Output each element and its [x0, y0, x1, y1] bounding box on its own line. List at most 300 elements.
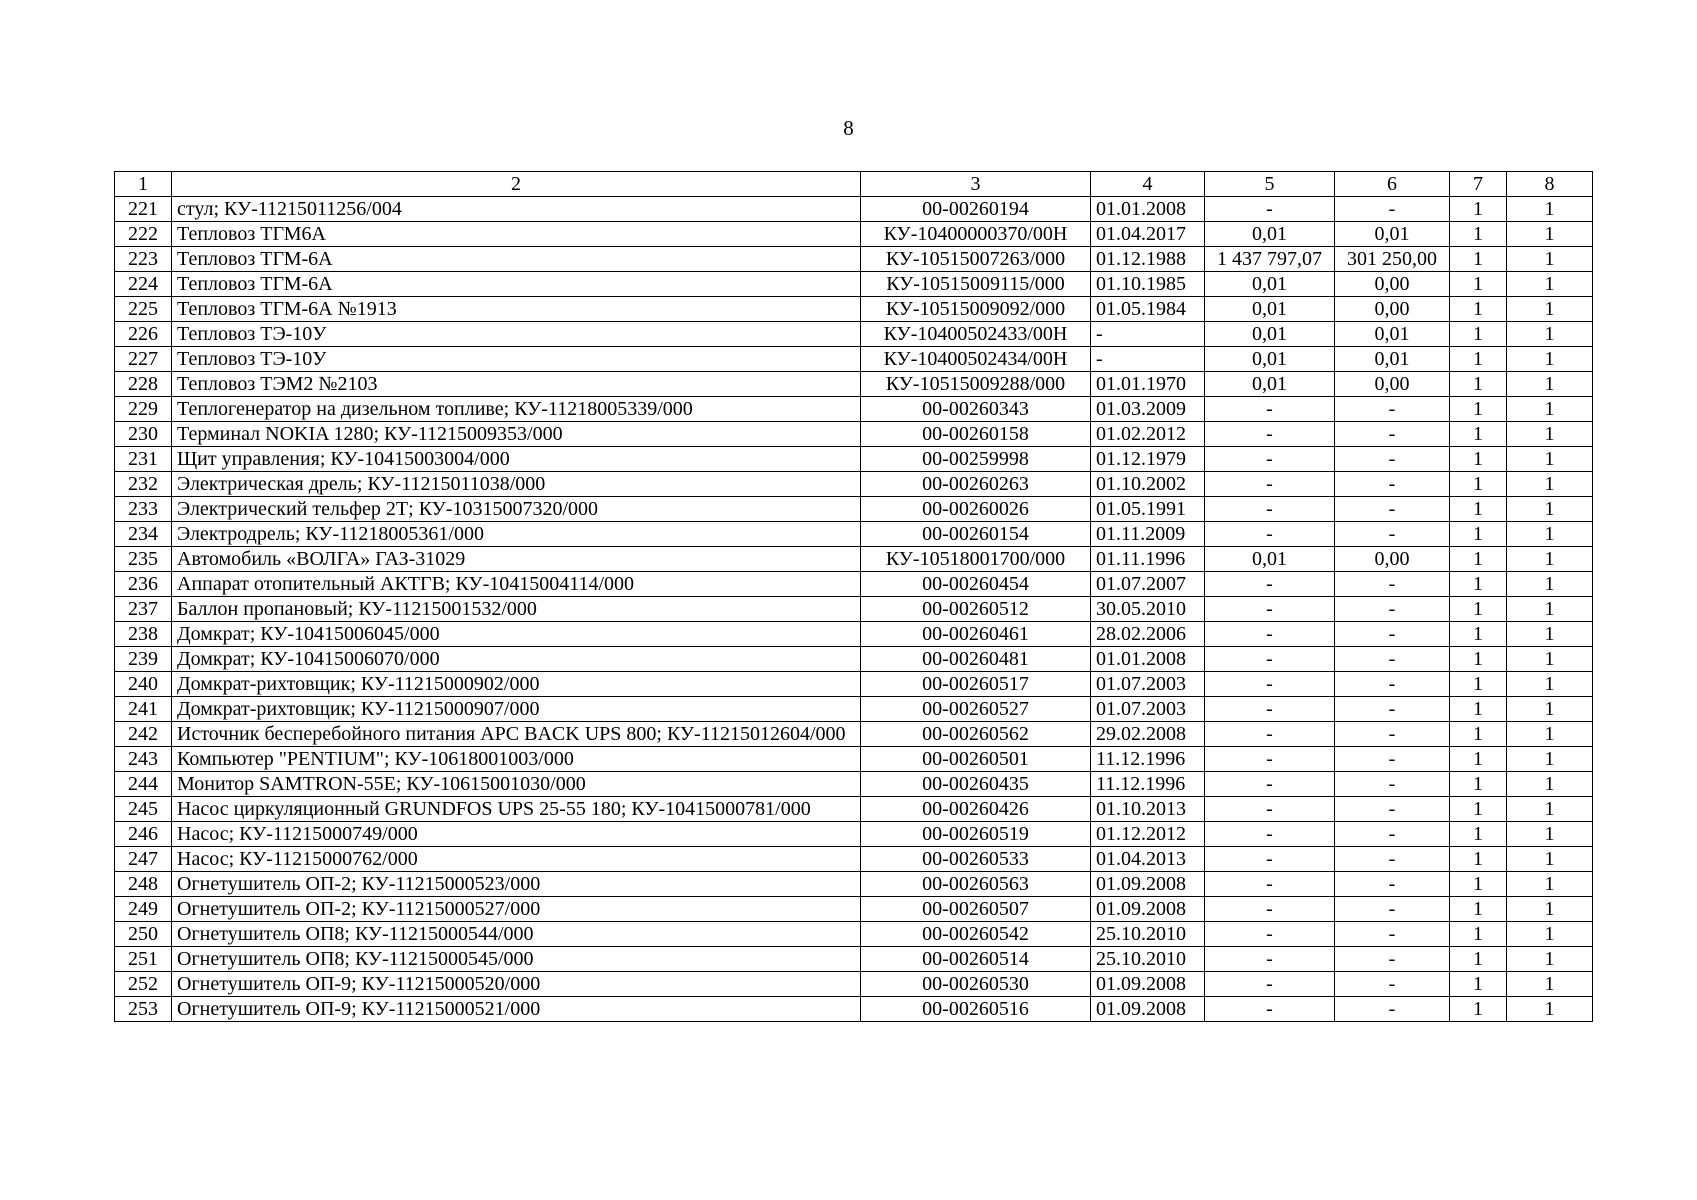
quantity-a-cell: 1 [1450, 472, 1507, 497]
table-row [115, 572, 1593, 597]
item-name-cell: Тепловоз ТЭМ2 №2103 [172, 372, 861, 397]
register-body [115, 197, 1593, 1022]
date-cell: 01.09.2008 [1091, 897, 1205, 922]
inventory-number-cell: 00-00260481 [861, 647, 1091, 672]
inventory-number-cell: 00-00260501 [861, 747, 1091, 772]
inventory-number-cell: КУ-10400000370/00Н [861, 222, 1091, 247]
residual-value-cell: - [1335, 997, 1450, 1022]
date-cell: - [1091, 322, 1205, 347]
inventory-number-cell: 00-00260194 [861, 197, 1091, 222]
residual-value-cell: - [1335, 872, 1450, 897]
quantity-a-cell: 1 [1450, 647, 1507, 672]
residual-value-cell: - [1335, 472, 1450, 497]
inventory-number-cell: 00-00260343 [861, 397, 1091, 422]
row-number-cell: 241 [115, 697, 172, 722]
date-cell: 01.05.1991 [1091, 497, 1205, 522]
date-cell: 11.12.1996 [1091, 772, 1205, 797]
residual-value-cell: 0,01 [1335, 222, 1450, 247]
quantity-b-cell: 1 [1507, 447, 1593, 472]
initial-cost-cell: 0,01 [1205, 347, 1335, 372]
residual-value-cell: - [1335, 822, 1450, 847]
initial-cost-cell: - [1205, 947, 1335, 972]
table-row [115, 647, 1593, 672]
residual-value-cell: 0,00 [1335, 547, 1450, 572]
quantity-a-cell: 1 [1450, 922, 1507, 947]
table-row [115, 747, 1593, 772]
quantity-b-cell: 1 [1507, 647, 1593, 672]
residual-value-cell: - [1335, 922, 1450, 947]
table-row [115, 522, 1593, 547]
row-number-cell: 239 [115, 647, 172, 672]
row-number-cell: 246 [115, 822, 172, 847]
column-number-cell: 7 [1450, 172, 1507, 197]
initial-cost-cell: - [1205, 772, 1335, 797]
item-name-cell: Теплогенератор на дизельном топливе; КУ-11218005339/000 [172, 397, 861, 422]
quantity-b-cell: 1 [1507, 247, 1593, 272]
item-name-cell: Домкрат; КУ-10415006070/000 [172, 647, 861, 672]
date-cell: 01.12.1979 [1091, 447, 1205, 472]
residual-value-cell: - [1335, 572, 1450, 597]
inventory-number-cell: КУ-10515009115/000 [861, 272, 1091, 297]
residual-value-cell: 0,00 [1335, 297, 1450, 322]
residual-value-cell: 0,00 [1335, 372, 1450, 397]
item-name-cell: Электродрель; КУ-11218005361/000 [172, 522, 861, 547]
quantity-a-cell: 1 [1450, 447, 1507, 472]
initial-cost-cell: - [1205, 647, 1335, 672]
row-number-cell: 253 [115, 997, 172, 1022]
item-name-cell: Монитор SAMTRON-55E; КУ-10615001030/000 [172, 772, 861, 797]
quantity-a-cell: 1 [1450, 847, 1507, 872]
quantity-a-cell: 1 [1450, 597, 1507, 622]
residual-value-cell: - [1335, 647, 1450, 672]
item-name-cell: Тепловоз ТГМ6А [172, 222, 861, 247]
date-cell: 01.10.1985 [1091, 272, 1205, 297]
table-row [115, 272, 1593, 297]
table-row [115, 472, 1593, 497]
residual-value-cell: - [1335, 972, 1450, 997]
table-row [115, 597, 1593, 622]
quantity-b-cell: 1 [1507, 547, 1593, 572]
table-row [115, 397, 1593, 422]
row-number-cell: 235 [115, 547, 172, 572]
table-row [115, 772, 1593, 797]
column-number-cell: 8 [1507, 172, 1593, 197]
table-row [115, 372, 1593, 397]
initial-cost-cell: - [1205, 922, 1335, 947]
quantity-b-cell: 1 [1507, 272, 1593, 297]
initial-cost-cell: 0,01 [1205, 547, 1335, 572]
residual-value-cell: - [1335, 522, 1450, 547]
initial-cost-cell: - [1205, 972, 1335, 997]
inventory-number-cell: 00-00260517 [861, 672, 1091, 697]
residual-value-cell: - [1335, 397, 1450, 422]
row-number-cell: 233 [115, 497, 172, 522]
quantity-a-cell: 1 [1450, 572, 1507, 597]
item-name-cell: Компьютер "PENTIUM"; КУ-10618001003/000 [172, 747, 861, 772]
table-row [115, 897, 1593, 922]
quantity-a-cell: 1 [1450, 322, 1507, 347]
residual-value-cell: - [1335, 497, 1450, 522]
row-number-cell: 247 [115, 847, 172, 872]
item-name-cell: стул; КУ-11215011256/004 [172, 197, 861, 222]
initial-cost-cell: - [1205, 197, 1335, 222]
initial-cost-cell: - [1205, 497, 1335, 522]
quantity-b-cell: 1 [1507, 722, 1593, 747]
table-row [115, 997, 1593, 1022]
initial-cost-cell: - [1205, 897, 1335, 922]
row-number-cell: 222 [115, 222, 172, 247]
quantity-b-cell: 1 [1507, 297, 1593, 322]
row-number-cell: 243 [115, 747, 172, 772]
table-row [115, 922, 1593, 947]
table-row [115, 697, 1593, 722]
item-name-cell: Электрический тельфер 2Т; КУ-10315007320/000 [172, 497, 861, 522]
quantity-a-cell: 1 [1450, 547, 1507, 572]
initial-cost-cell: - [1205, 597, 1335, 622]
date-cell: 01.01.1970 [1091, 372, 1205, 397]
item-name-cell: Терминал NOKIA 1280; КУ-11215009353/000 [172, 422, 861, 447]
item-name-cell: Тепловоз ТЭ-10У [172, 322, 861, 347]
residual-value-cell: - [1335, 747, 1450, 772]
inventory-number-cell: 00-00260562 [861, 722, 1091, 747]
date-cell: 29.02.2008 [1091, 722, 1205, 747]
quantity-a-cell: 1 [1450, 697, 1507, 722]
residual-value-cell: - [1335, 897, 1450, 922]
date-cell: 01.12.1988 [1091, 247, 1205, 272]
date-cell: 25.10.2010 [1091, 947, 1205, 972]
row-number-cell: 244 [115, 772, 172, 797]
initial-cost-cell: - [1205, 447, 1335, 472]
date-cell: 01.01.2008 [1091, 197, 1205, 222]
residual-value-cell: - [1335, 847, 1450, 872]
quantity-b-cell: 1 [1507, 422, 1593, 447]
inventory-number-cell: 00-00260158 [861, 422, 1091, 447]
date-cell: 01.04.2013 [1091, 847, 1205, 872]
item-name-cell: Баллон пропановый; КУ-11215001532/000 [172, 597, 861, 622]
table-row [115, 797, 1593, 822]
inventory-number-cell: КУ-10400502434/00Н [861, 347, 1091, 372]
inventory-number-cell: 00-00260533 [861, 847, 1091, 872]
table-row [115, 297, 1593, 322]
table-row [115, 622, 1593, 647]
inventory-number-cell: 00-00259998 [861, 447, 1091, 472]
residual-value-cell: - [1335, 797, 1450, 822]
row-number-cell: 248 [115, 872, 172, 897]
quantity-a-cell: 1 [1450, 897, 1507, 922]
initial-cost-cell: - [1205, 997, 1335, 1022]
quantity-a-cell: 1 [1450, 672, 1507, 697]
date-cell: 01.07.2003 [1091, 697, 1205, 722]
item-name-cell: Огнетушитель ОП-9; КУ-11215000521/000 [172, 997, 861, 1022]
column-number-cell: 2 [172, 172, 861, 197]
row-number-cell: 232 [115, 472, 172, 497]
residual-value-cell: - [1335, 422, 1450, 447]
quantity-b-cell: 1 [1507, 897, 1593, 922]
residual-value-cell: - [1335, 197, 1450, 222]
item-name-cell: Тепловоз ТГМ-6А №1913 [172, 297, 861, 322]
quantity-a-cell: 1 [1450, 522, 1507, 547]
item-name-cell: Домкрат-рихтовщик; КУ-11215000907/000 [172, 697, 861, 722]
date-cell: 01.12.2012 [1091, 822, 1205, 847]
row-number-cell: 228 [115, 372, 172, 397]
residual-value-cell: - [1335, 447, 1450, 472]
quantity-b-cell: 1 [1507, 947, 1593, 972]
inventory-number-cell: 00-00260530 [861, 972, 1091, 997]
initial-cost-cell: 0,01 [1205, 372, 1335, 397]
quantity-a-cell: 1 [1450, 372, 1507, 397]
residual-value-cell: 0,01 [1335, 322, 1450, 347]
quantity-a-cell: 1 [1450, 747, 1507, 772]
row-number-cell: 224 [115, 272, 172, 297]
initial-cost-cell: - [1205, 472, 1335, 497]
quantity-a-cell: 1 [1450, 822, 1507, 847]
quantity-a-cell: 1 [1450, 947, 1507, 972]
initial-cost-cell: - [1205, 622, 1335, 647]
date-cell: 30.05.2010 [1091, 597, 1205, 622]
residual-value-cell: - [1335, 722, 1450, 747]
inventory-number-cell: 00-00260527 [861, 697, 1091, 722]
inventory-number-cell: КУ-10518001700/000 [861, 547, 1091, 572]
inventory-number-cell: 00-00260542 [861, 922, 1091, 947]
date-cell: 01.05.1984 [1091, 297, 1205, 322]
table-row [115, 847, 1593, 872]
column-number-cell: 6 [1335, 172, 1450, 197]
quantity-b-cell: 1 [1507, 372, 1593, 397]
date-cell: 01.09.2008 [1091, 872, 1205, 897]
inventory-number-cell: КУ-10515009092/000 [861, 297, 1091, 322]
residual-value-cell: 0,00 [1335, 272, 1450, 297]
row-number-cell: 245 [115, 797, 172, 822]
initial-cost-cell: - [1205, 397, 1335, 422]
initial-cost-cell: - [1205, 847, 1335, 872]
table-row [115, 822, 1593, 847]
residual-value-cell: 301 250,00 [1335, 247, 1450, 272]
inventory-number-cell: 00-00260426 [861, 797, 1091, 822]
item-name-cell: Огнетушитель ОП-9; КУ-11215000520/000 [172, 972, 861, 997]
row-number-cell: 250 [115, 922, 172, 947]
date-cell: 28.02.2006 [1091, 622, 1205, 647]
inventory-number-cell: 00-00260519 [861, 822, 1091, 847]
date-cell: 01.10.2013 [1091, 797, 1205, 822]
asset-register-table [114, 171, 1593, 1022]
inventory-number-cell: 00-00260435 [861, 772, 1091, 797]
date-cell: - [1091, 347, 1205, 372]
date-cell: 01.10.2002 [1091, 472, 1205, 497]
table-row [115, 222, 1593, 247]
quantity-a-cell: 1 [1450, 997, 1507, 1022]
initial-cost-cell: - [1205, 822, 1335, 847]
item-name-cell: Насос; КУ-11215000749/000 [172, 822, 861, 847]
residual-value-cell: - [1335, 947, 1450, 972]
date-cell: 11.12.1996 [1091, 747, 1205, 772]
table-row [115, 672, 1593, 697]
row-number-cell: 234 [115, 522, 172, 547]
item-name-cell: Огнетушитель ОП8; КУ-11215000544/000 [172, 922, 861, 947]
quantity-b-cell: 1 [1507, 922, 1593, 947]
quantity-b-cell: 1 [1507, 697, 1593, 722]
inventory-number-cell: 00-00260454 [861, 572, 1091, 597]
initial-cost-cell: 0,01 [1205, 222, 1335, 247]
quantity-b-cell: 1 [1507, 347, 1593, 372]
table-row [115, 322, 1593, 347]
residual-value-cell: - [1335, 772, 1450, 797]
item-name-cell: Автомобиль «ВОЛГА» ГАЗ-31029 [172, 547, 861, 572]
row-number-cell: 236 [115, 572, 172, 597]
table-row [115, 872, 1593, 897]
table-row [115, 497, 1593, 522]
date-cell: 01.09.2008 [1091, 997, 1205, 1022]
item-name-cell: Щит управления; КУ-10415003004/000 [172, 447, 861, 472]
initial-cost-cell: 0,01 [1205, 322, 1335, 347]
table-row [115, 947, 1593, 972]
quantity-a-cell: 1 [1450, 872, 1507, 897]
quantity-a-cell: 1 [1450, 497, 1507, 522]
date-cell: 01.03.2009 [1091, 397, 1205, 422]
row-number-cell: 227 [115, 347, 172, 372]
quantity-b-cell: 1 [1507, 872, 1593, 897]
quantity-b-cell: 1 [1507, 472, 1593, 497]
quantity-b-cell: 1 [1507, 597, 1593, 622]
table-row [115, 972, 1593, 997]
quantity-a-cell: 1 [1450, 247, 1507, 272]
initial-cost-cell: 0,01 [1205, 272, 1335, 297]
initial-cost-cell: - [1205, 872, 1335, 897]
residual-value-cell: - [1335, 597, 1450, 622]
quantity-b-cell: 1 [1507, 797, 1593, 822]
initial-cost-cell: - [1205, 697, 1335, 722]
residual-value-cell: - [1335, 622, 1450, 647]
quantity-a-cell: 1 [1450, 272, 1507, 297]
inventory-number-cell: 00-00260154 [861, 522, 1091, 547]
quantity-b-cell: 1 [1507, 497, 1593, 522]
row-number-cell: 249 [115, 897, 172, 922]
row-number-cell: 237 [115, 597, 172, 622]
item-name-cell: Тепловоз ТГМ-6А [172, 247, 861, 272]
row-number-cell: 226 [115, 322, 172, 347]
row-number-cell: 223 [115, 247, 172, 272]
item-name-cell: Домкрат; КУ-10415006045/000 [172, 622, 861, 647]
quantity-b-cell: 1 [1507, 972, 1593, 997]
initial-cost-cell: 0,01 [1205, 297, 1335, 322]
quantity-b-cell: 1 [1507, 847, 1593, 872]
quantity-a-cell: 1 [1450, 422, 1507, 447]
item-name-cell: Насос; КУ-11215000762/000 [172, 847, 861, 872]
row-number-cell: 242 [115, 722, 172, 747]
initial-cost-cell: 1 437 797,07 [1205, 247, 1335, 272]
quantity-b-cell: 1 [1507, 772, 1593, 797]
quantity-a-cell: 1 [1450, 222, 1507, 247]
table-row [115, 547, 1593, 572]
inventory-number-cell: 00-00260512 [861, 597, 1091, 622]
table-row [115, 197, 1593, 222]
quantity-b-cell: 1 [1507, 572, 1593, 597]
table-row [115, 247, 1593, 272]
column-number-cell: 4 [1091, 172, 1205, 197]
quantity-b-cell: 1 [1507, 397, 1593, 422]
date-cell: 01.02.2012 [1091, 422, 1205, 447]
quantity-a-cell: 1 [1450, 397, 1507, 422]
date-cell: 01.04.2017 [1091, 222, 1205, 247]
row-number-cell: 251 [115, 947, 172, 972]
initial-cost-cell: - [1205, 572, 1335, 597]
item-name-cell: Тепловоз ТЭ-10У [172, 347, 861, 372]
item-name-cell: Электрическая дрель; КУ-11215011038/000 [172, 472, 861, 497]
date-cell: 01.01.2008 [1091, 647, 1205, 672]
quantity-a-cell: 1 [1450, 197, 1507, 222]
item-name-cell: Тепловоз ТГМ-6А [172, 272, 861, 297]
table-row [115, 422, 1593, 447]
column-number-cell: 3 [861, 172, 1091, 197]
quantity-b-cell: 1 [1507, 197, 1593, 222]
date-cell: 25.10.2010 [1091, 922, 1205, 947]
date-cell: 01.07.2007 [1091, 572, 1205, 597]
row-number-cell: 229 [115, 397, 172, 422]
date-cell: 01.09.2008 [1091, 972, 1205, 997]
column-number-cell: 5 [1205, 172, 1335, 197]
quantity-b-cell: 1 [1507, 672, 1593, 697]
row-number-cell: 240 [115, 672, 172, 697]
quantity-a-cell: 1 [1450, 297, 1507, 322]
quantity-a-cell: 1 [1450, 622, 1507, 647]
table-row [115, 347, 1593, 372]
row-number-cell: 225 [115, 297, 172, 322]
row-number-cell: 231 [115, 447, 172, 472]
row-number-cell: 230 [115, 422, 172, 447]
date-cell: 01.07.2003 [1091, 672, 1205, 697]
quantity-b-cell: 1 [1507, 522, 1593, 547]
inventory-number-cell: 00-00260026 [861, 497, 1091, 522]
inventory-number-cell: 00-00260461 [861, 622, 1091, 647]
date-cell: 01.11.2009 [1091, 522, 1205, 547]
table-row [115, 722, 1593, 747]
inventory-number-cell: 00-00260516 [861, 997, 1091, 1022]
item-name-cell: Источник бесперебойного питания APC BACK UPS 800; КУ-11215012604/000 [172, 722, 861, 747]
quantity-b-cell: 1 [1507, 622, 1593, 647]
inventory-number-cell: 00-00260507 [861, 897, 1091, 922]
row-number-cell: 238 [115, 622, 172, 647]
initial-cost-cell: - [1205, 747, 1335, 772]
date-cell: 01.11.1996 [1091, 547, 1205, 572]
residual-value-cell: - [1335, 697, 1450, 722]
quantity-b-cell: 1 [1507, 997, 1593, 1022]
residual-value-cell: - [1335, 672, 1450, 697]
quantity-a-cell: 1 [1450, 347, 1507, 372]
quantity-a-cell: 1 [1450, 797, 1507, 822]
row-number-cell: 252 [115, 972, 172, 997]
quantity-b-cell: 1 [1507, 747, 1593, 772]
inventory-number-cell: 00-00260563 [861, 872, 1091, 897]
residual-value-cell: 0,01 [1335, 347, 1450, 372]
initial-cost-cell: - [1205, 422, 1335, 447]
item-name-cell: Огнетушитель ОП-2; КУ-11215000523/000 [172, 872, 861, 897]
quantity-b-cell: 1 [1507, 822, 1593, 847]
inventory-number-cell: 00-00260514 [861, 947, 1091, 972]
item-name-cell: Домкрат-рихтовщик; КУ-11215000902/000 [172, 672, 861, 697]
row-number-cell: 221 [115, 197, 172, 222]
page-number: 8 [843, 116, 854, 140]
inventory-number-cell: КУ-10515007263/000 [861, 247, 1091, 272]
item-name-cell: Огнетушитель ОП8; КУ-11215000545/000 [172, 947, 861, 972]
inventory-number-cell: КУ-10515009288/000 [861, 372, 1091, 397]
initial-cost-cell: - [1205, 797, 1335, 822]
quantity-b-cell: 1 [1507, 222, 1593, 247]
quantity-a-cell: 1 [1450, 972, 1507, 997]
quantity-a-cell: 1 [1450, 772, 1507, 797]
inventory-number-cell: КУ-10400502433/00Н [861, 322, 1091, 347]
column-number-cell: 1 [115, 172, 172, 197]
item-name-cell: Огнетушитель ОП-2; КУ-11215000527/000 [172, 897, 861, 922]
table-row [115, 447, 1593, 472]
